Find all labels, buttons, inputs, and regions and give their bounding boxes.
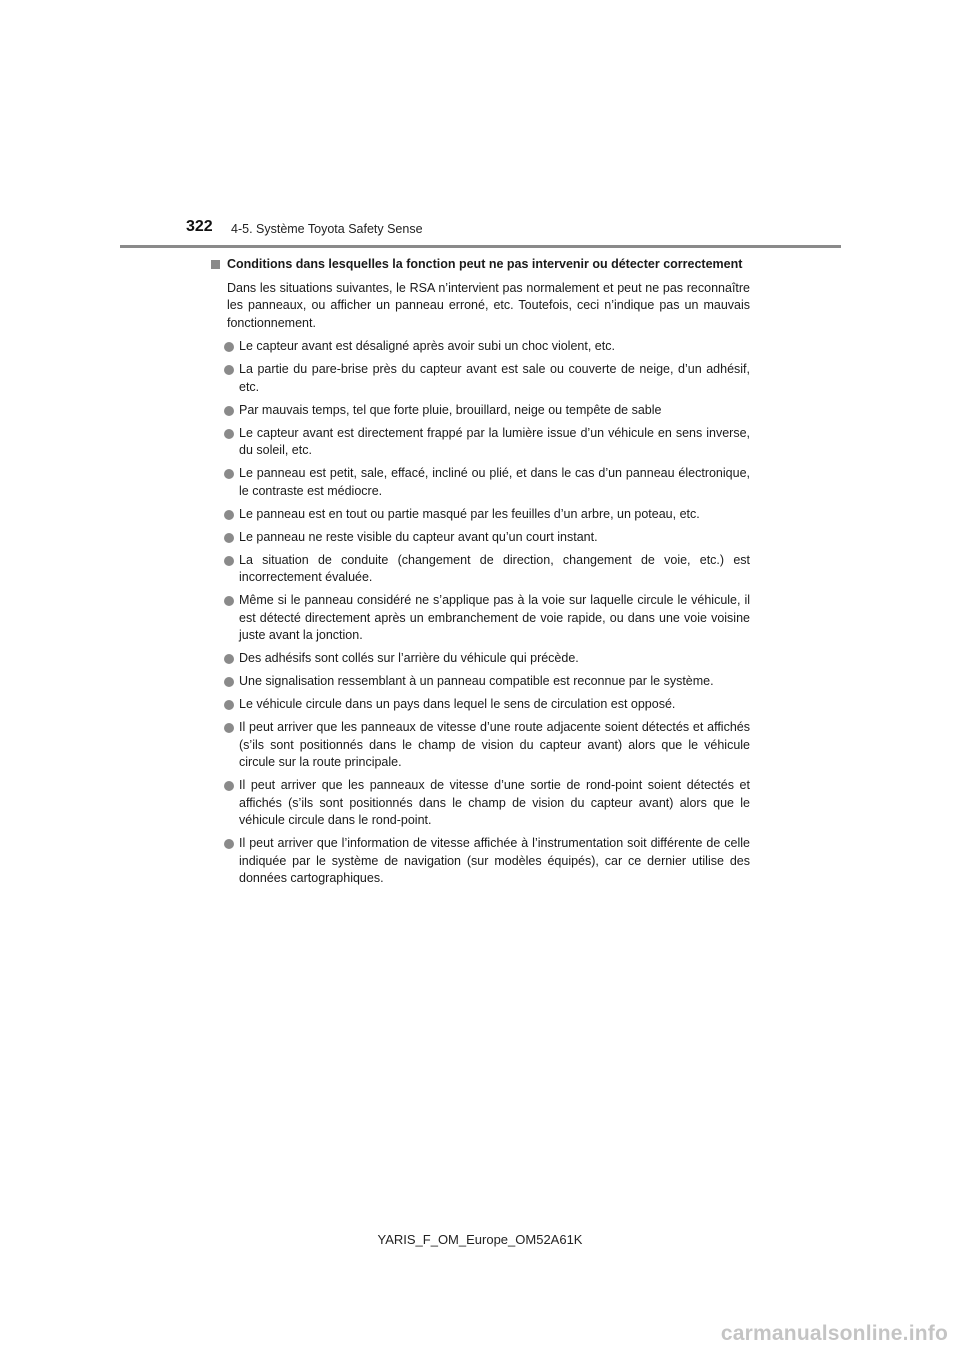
circle-bullet-icon (224, 677, 234, 687)
list-item: La partie du pare-brise près du capteur avant est sale ou couverte de neige, d’un adhésif, etc. (210, 361, 750, 396)
circle-bullet-icon (224, 839, 234, 849)
section-intro: Dans les situations suivantes, le RSA n’intervient pas normalement et peut ne pas reconnaître les panneaux, ou afficher un panneau erroné, etc. Toutefois, ceci n’indique pas un mauvais fonctionnement. (227, 280, 750, 330)
circle-bullet-icon (224, 429, 234, 439)
list-item: Le véhicule circule dans un pays dans lequel le sens de circulation est opposé. (210, 696, 750, 714)
circle-bullet-icon (224, 365, 234, 375)
circle-bullet-icon (224, 406, 234, 416)
list-item: Des adhésifs sont collés sur l’arrière du véhicule qui précède. (210, 650, 750, 668)
circle-bullet-icon (224, 596, 234, 606)
content-section (210, 256, 750, 893)
circle-bullet-icon (224, 469, 234, 479)
list-item: Le panneau est en tout ou partie masqué par les feuilles d’un arbre, un poteau, etc. (210, 506, 750, 524)
section-title-text: Conditions dans lesquelles la fonction peut ne pas intervenir ou détecter correctement (227, 257, 743, 271)
list-item: Par mauvais temps, tel que forte pluie, brouillard, neige ou tempête de sable (210, 402, 750, 420)
list-item: Il peut arriver que les panneaux de vitesse d’une route adjacente soient détectés et affichés (s’ils sont positionnés dans le champ de vision du capteur avant) alors que le véhicule circule sur la route principale. (210, 719, 750, 772)
list-item: Le capteur avant est directement frappé par la lumière issue d’un véhicule en sens inverse, du soleil, etc. (210, 425, 750, 460)
list-item: Il peut arriver que l’information de vitesse affichée à l’instrumentation soit différente de celle indiquée par le système de navigation (sur modèles équipés), car ce dernier utilise des données cartographiques. (210, 835, 750, 888)
header-rule (120, 245, 841, 248)
watermark: carmanualsonline.info (720, 1322, 948, 1345)
list-item: Même si le panneau considéré ne s’applique pas à la voie sur laquelle circule le véhicule, il est détecté directement après un embranchement de voie rapide, ou dans une voie voisine juste avant la jonction. (210, 592, 750, 645)
circle-bullet-icon (224, 781, 234, 791)
list-item: Le capteur avant est désaligné après avoir subi un choc violent, etc. (210, 338, 750, 356)
condition-list (210, 338, 750, 888)
document-code: YARIS_F_OM_Europe_OM52A61K (377, 1232, 583, 1247)
list-item: La situation de conduite (changement de direction, changement de voie, etc.) est incorrectement évaluée. (210, 552, 750, 587)
list-item: Le panneau est petit, sale, effacé, incliné ou plié, et dans le cas d’un panneau électronique, le contraste est médiocre. (210, 465, 750, 500)
circle-bullet-icon (224, 342, 234, 352)
list-item: Il peut arriver que les panneaux de vitesse d’une sortie de rond-point soient détectés et affichés (s’ils sont positionnés dans le champ de vision du capteur avant) alors que le véhicule circule dans le rond-point. (210, 777, 750, 830)
list-item: Le panneau ne reste visible du capteur avant qu’un court instant. (210, 529, 750, 547)
circle-bullet-icon (224, 533, 234, 543)
circle-bullet-icon (224, 654, 234, 664)
circle-bullet-icon (224, 510, 234, 520)
circle-bullet-icon (224, 556, 234, 566)
page-number: 322 (186, 218, 213, 235)
running-head: 4-5. Système Toyota Safety Sense (231, 222, 423, 236)
circle-bullet-icon (224, 723, 234, 733)
square-bullet-icon (211, 260, 220, 269)
section-heading (210, 256, 750, 274)
circle-bullet-icon (224, 700, 234, 710)
list-item: Une signalisation ressemblant à un panneau compatible est reconnue par le système. (210, 673, 750, 691)
